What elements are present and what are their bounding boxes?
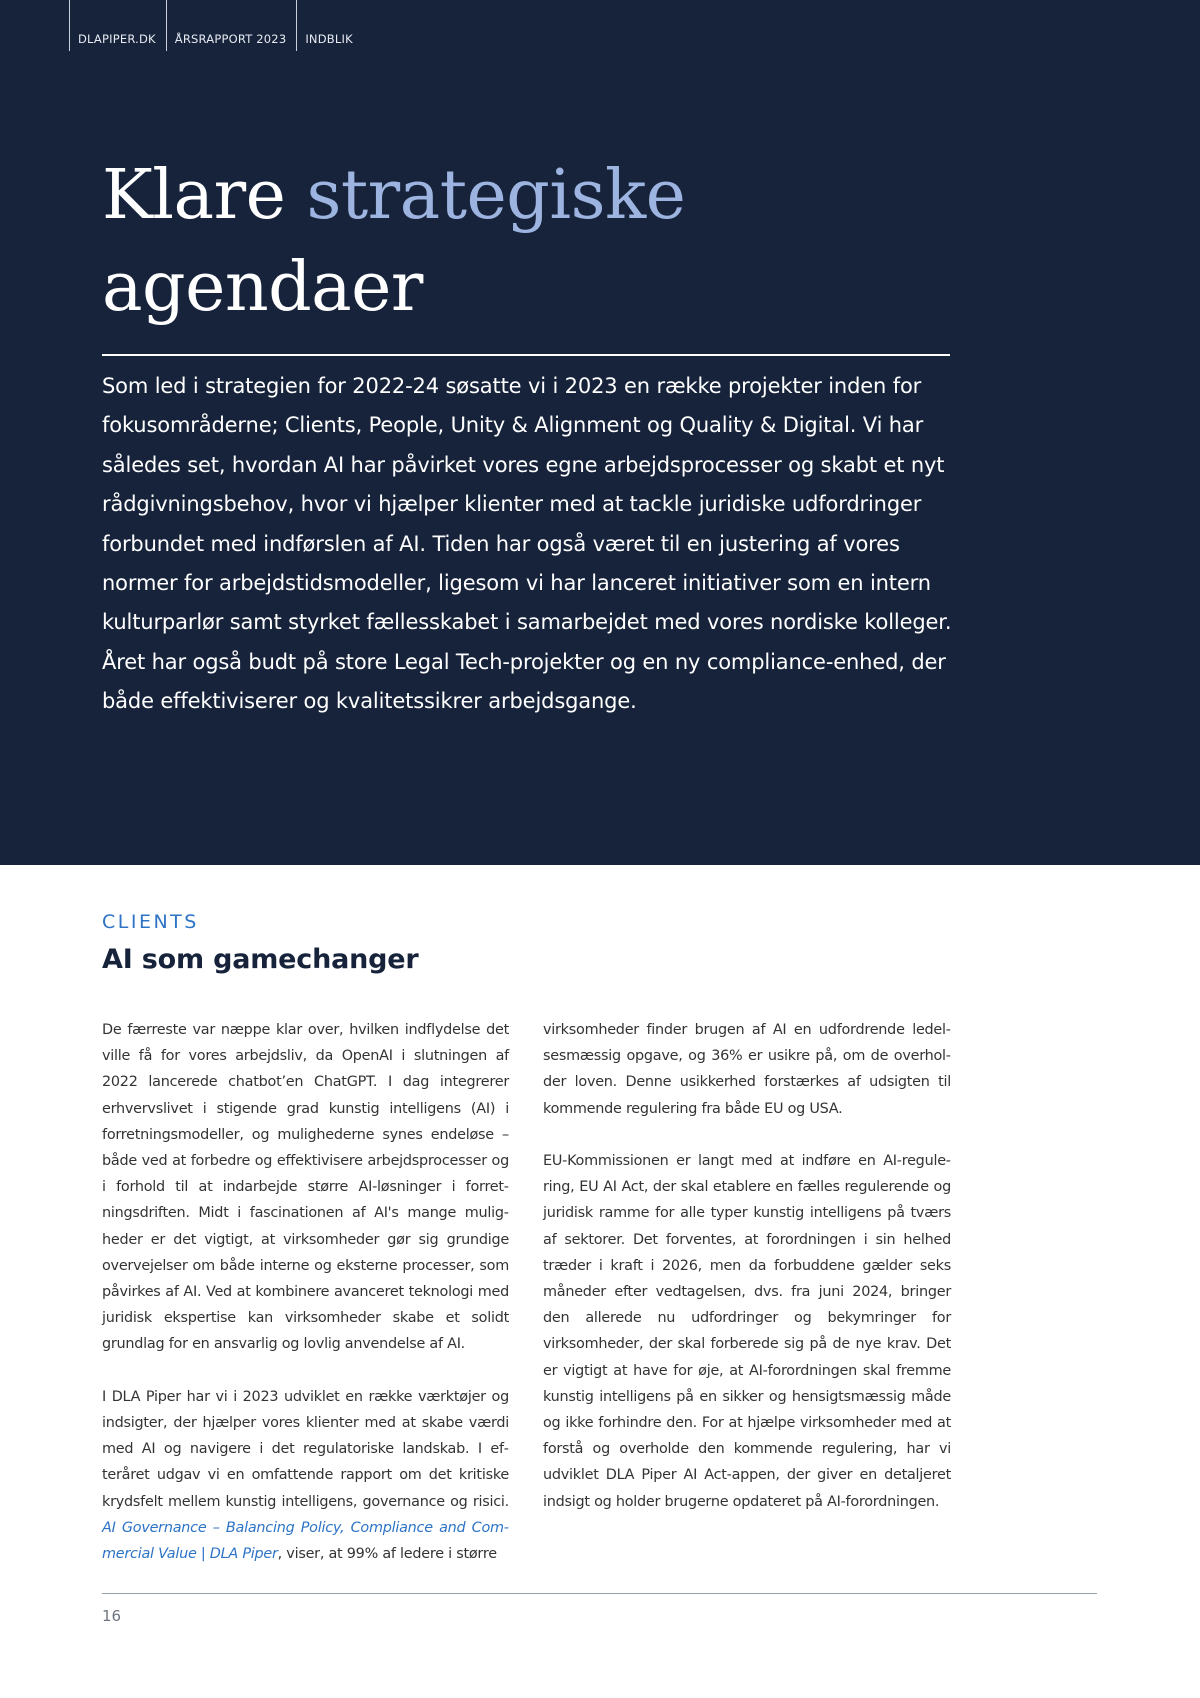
title-accent: strategiske (306, 156, 686, 235)
nav-link-indblik[interactable]: INDBLIK (296, 0, 362, 51)
body-column-left (102, 1017, 509, 1593)
report-link[interactable]: AI Governance – Balancing Policy, Compliance and Commercial Value | DLA Piper (102, 1519, 509, 1563)
body-paragraph: virksomheder finder brugen af AI en udfordrende ledelsesmæssig opgave, og 36% er usikre på, om de overholder loven. Denne usikkerhed forstærkes af udsigten til kommende regulering fra både EU og USA. (543, 1022, 951, 1117)
nav-link-dlapiper[interactable]: DLAPIPER.DK (69, 0, 166, 51)
top-navigation (69, 0, 363, 51)
body-paragraph: De færreste var næppe klar over, hvilken indflydelse det ville få for vores arbejdsliv, da OpenAI i slutningen af 2022 lancerede chatbot’en ChatGPT. I dag integrerer erhvervslivet i stigende grad kunstig intelligens (AI) i forretningsmodeller, og mulighederne synes endeløse – både ved at forbedre og effektivisere arbejdsprocesser og i forhold til at indarbejde større AI-løsninger i forretningsdriften. Midt i fascinationen af AI's mange muligheder er det vigtigt, at virksomheder gør sig grundige overvejelser om både interne og eksterne processer, som påvirkes af AI. Ved at kombinere avanceret teknologi med juridisk ekspertise kan virksomheder skabe et solidt grundlag for en ansvarlig og lovlig anvendelse af AI. (102, 1022, 509, 1353)
title-part-1: Klare (102, 156, 307, 235)
lead-paragraph: Som led i strategien for 2022-24 søsatte vi i 2023 en række projekter inden for fokusområderne; Clients, People, Unity & Alignment og Quality & Digital. Vi har således set, hvordan AI har påvirket vores egne arbejdsprocesser og skabt et nyt rådgivningsbehov, hvor vi hjælper klienter med at tackle juridiske udfordringer forbundet med indførslen af AI. Tiden har også været til en justering af vores normer for arbejdstidsmodeller, ligesom vi har lanceret initiativer som en intern kulturparlør samt styrket fællesskabet i samarbejdet med vores nordiske kolleger. Året har også budt på store Legal Tech-projekter og en ny compliance-enhed, der både effektiviserer og kvalitetssikrer arbejdsgange. (102, 374, 952, 714)
body-text: I DLA Piper har vi i 2023 udviklet en række værktøjer og indsigter, der hjælper vores klienter med at skabe værdi med AI og navigere i det regulatoriske landskab. I efteråret udgav vi en omfattende rapport om det kritiske krydsfelt mellem kunstig intelligens, governance og risici. (102, 1388, 509, 1510)
body-text: , viser, at 99% af ledere i større (277, 1546, 497, 1563)
section-title: AI som gamechanger (102, 944, 419, 975)
hero-divider (102, 354, 950, 356)
body-paragraph: EU-Kommissionen er langt med at indføre en AI-regulering, EU AI Act, der skal etablere en fælles regulerende og juridisk ramme for alle typer kunstig intelligens på tværs af sektorer. Det forventes, at forordningen i sin helhed træder i kraft i 2026, men da forbuddene gælder seks måneder efter vedtagelsen, dvs. fra juni 2024, bringer den allerede nu udfordringer og bekymringer for virksomheder, der skal forberede sig på de nye krav. Det er vigtigt at have for øje, at AI-forordningen skal fremme kunstig intelligens på en sikker og hensigtsmæssig måde og ikke forhindre den. For at hjælpe virksomheder med at forstå og overholde den kommende regulering, har vi udviklet DLA Piper AI Act-appen, der giver en detaljeret indsigt og holder brugerne opdateret på AI-forordningen. (543, 1153, 951, 1510)
footer-divider (102, 1593, 1097, 1594)
nav-link-aarsrapport[interactable]: ÅRSRAPPORT 2023 (166, 0, 297, 51)
page-title (102, 150, 962, 334)
body-paragraph (102, 1384, 509, 1567)
page-number: 16 (102, 1607, 122, 1625)
section-kicker: CLIENTS (102, 911, 199, 933)
title-part-2: agendaer (102, 248, 423, 327)
body-column-right (543, 1017, 951, 1541)
